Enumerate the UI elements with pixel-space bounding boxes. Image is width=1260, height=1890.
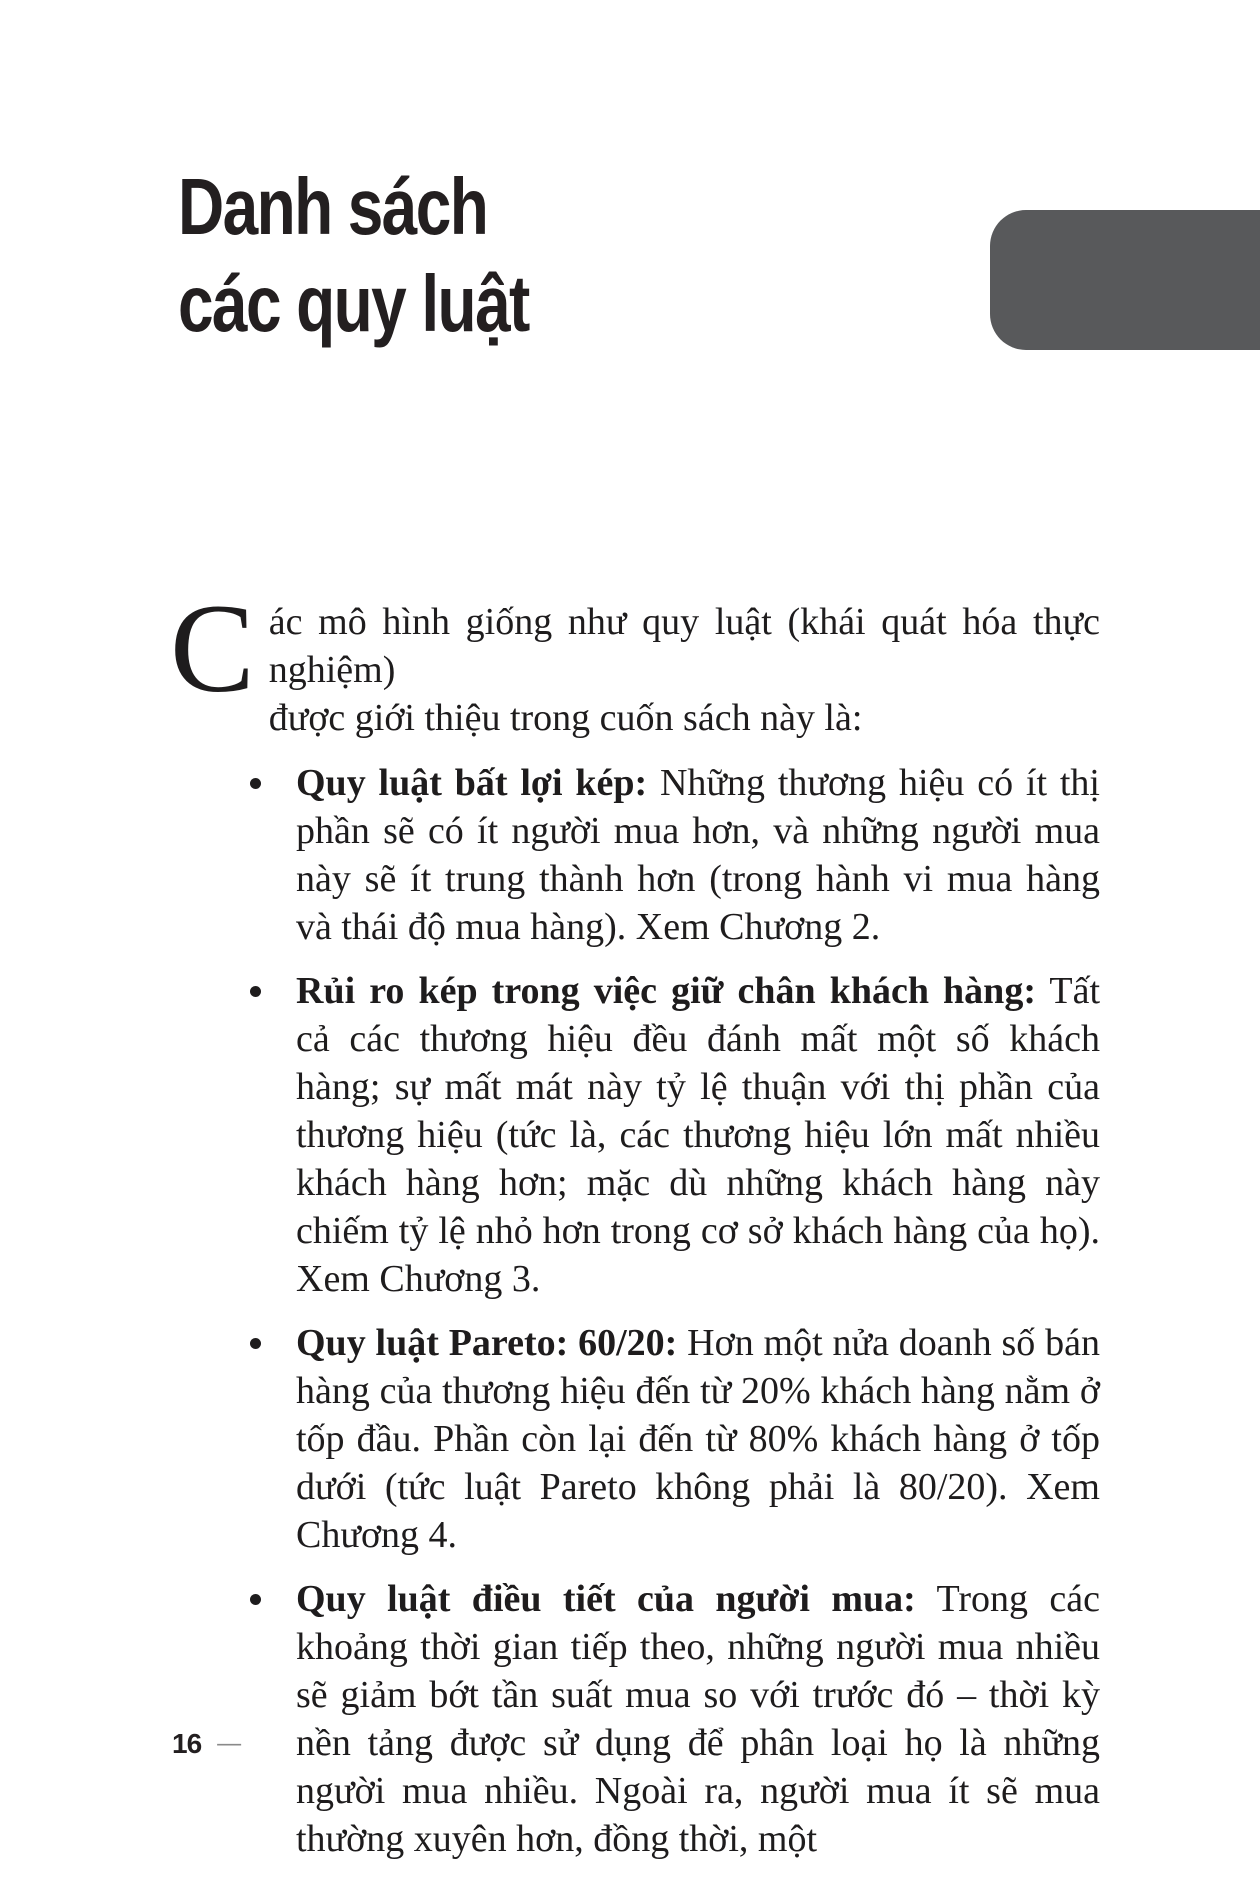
rule-description: Trong các khoảng thời gian tiếp theo, những người mua nhiều sẽ giảm bớt tần suất mua so với trước đó – thời kỳ nền tảng được sử dụng để phân loại họ là những người mua nhiều. Ngoài ra, người mua ít sẽ mua thường xuyên hơn, đồng thời, một xyxy=(296,1578,1100,1860)
list-item xyxy=(170,967,1100,1303)
rules-list xyxy=(170,759,1100,1863)
chapter-title xyxy=(178,158,529,352)
list-item xyxy=(170,759,1100,951)
rule-name: Quy luật Pareto: 60/20: xyxy=(296,1322,678,1364)
rule-name: Quy luật bất lợi kép: xyxy=(296,762,648,804)
drop-cap: C xyxy=(170,579,255,719)
page-number-dash: — xyxy=(217,1730,241,1757)
bullet-icon xyxy=(250,1594,261,1605)
rule-description: Tất cả các thương hiệu đều đánh mất một số khách hàng; sự mất mát này tỷ lệ thuận với thị phần của thương hiệu (tức là, các thương hiệu lớn mất nhiều khách hàng hơn; mặc dù những khách hàng này chiếm tỷ lệ nhỏ hơn trong cơ sở khách hàng của họ). Xem Chương 3. xyxy=(296,970,1101,1300)
rule-description: Những thương hiệu có ít thị phần sẽ có ít người mua hơn, và những người mua này sẽ ít trung thành hơn (trong hành vi mua hàng và thái độ mua hàng). Xem Chương 2. xyxy=(296,762,1100,948)
bullet-icon xyxy=(250,1338,261,1349)
intro-line: ác mô hình giống như quy luật (khái quát hóa thực nghiệm) xyxy=(268,601,1100,691)
intro-line: được giới thiệu trong cuốn sách này là: xyxy=(268,697,863,739)
bullet-icon xyxy=(250,986,261,997)
bullet-icon xyxy=(250,778,261,789)
body-text xyxy=(170,579,1101,1879)
rule-description: Hơn một nửa doanh số bán hàng của thương hiệu đến từ 20% khách hàng nằm ở tốp đầu. Phần còn lại đến từ 80% khách hàng ở tốp dưới (tức luật Pareto không phải là 80/20). Xem Chương 4. xyxy=(296,1322,1100,1556)
chapter-title-line-2: các quy luật xyxy=(178,259,529,348)
page-footer xyxy=(172,1728,240,1760)
rule-name: Quy luật điều tiết của người mua: xyxy=(296,1578,916,1620)
rule-name: Rủi ro kép trong việc giữ chân khách hàng: xyxy=(296,970,1036,1012)
chapter-title-line-1: Danh sách xyxy=(178,162,488,251)
list-item xyxy=(170,1575,1100,1863)
list-item xyxy=(170,1319,1100,1559)
page-number: 16 xyxy=(172,1728,202,1759)
intro-paragraph xyxy=(170,579,1100,742)
chapter-tab-marker xyxy=(990,210,1260,350)
